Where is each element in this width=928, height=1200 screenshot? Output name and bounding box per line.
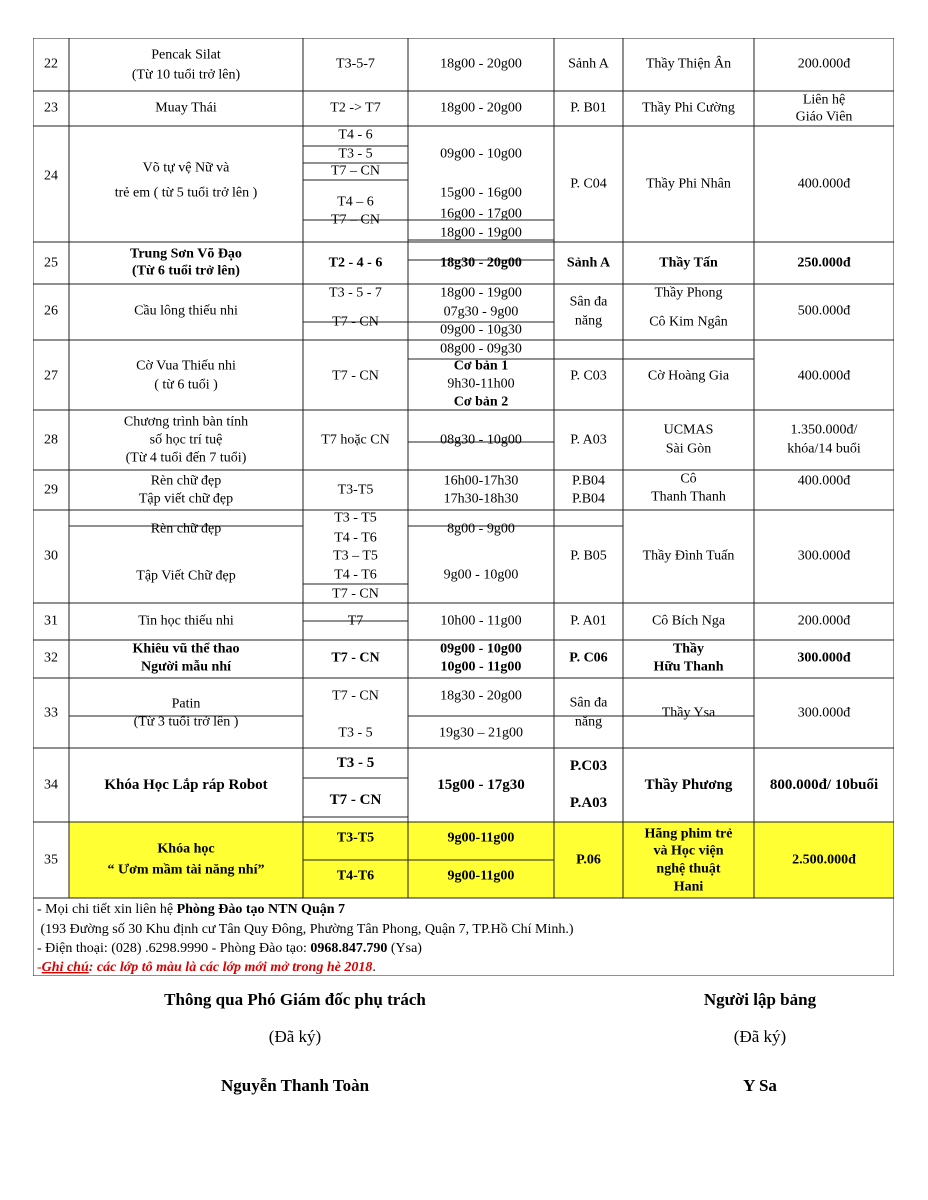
cell-times: 9g00-11g00 [447, 830, 515, 846]
cell-times: 09g00 - 10g00 [440, 641, 522, 657]
cell-name: Tập Viết Chữ đẹp [136, 568, 236, 584]
cell-fee: 300.000đ [797, 548, 851, 564]
cell-times: 16h00-17h30 [443, 473, 519, 489]
cell-times: 18g00 - 19g00 [440, 285, 522, 301]
cell-fee: 300.000đ [797, 650, 851, 666]
cell-days: T3-T5 [337, 482, 374, 498]
cell-no: 26 [44, 303, 58, 319]
cell-teacher: Thầy Phi Nhân [646, 176, 731, 192]
cell-teacher: Cô Kim Ngân [649, 314, 728, 330]
cell-name: “ Ươm mầm tài năng nhí” [107, 862, 265, 878]
cell-room: Sảnh A [566, 255, 611, 271]
cell-days: T3-5-7 [336, 56, 375, 72]
preparer-name: Y Sa [743, 1076, 777, 1095]
cell-name: ( từ 6 tuổi ) [154, 377, 218, 393]
cell-fee: 200.000đ [797, 613, 851, 629]
cell-room: Sân đa [569, 294, 608, 310]
cell-room: P. C03 [570, 368, 607, 384]
cell-days: T3 – T5 [333, 548, 378, 564]
cell-no: 35 [44, 852, 58, 868]
cell-teacher: Thầy Phi Cường [642, 100, 735, 116]
cell-fee: 500.000đ [797, 303, 851, 319]
cell-days: T4 - T6 [334, 567, 377, 583]
cell-teacher: Thầy Ysa [661, 705, 716, 721]
cell-times: 07g30 - 9g00 [443, 304, 519, 320]
cell-teacher: Thanh Thanh [651, 489, 726, 505]
cell-fee: khóa/14 buổi [787, 441, 861, 457]
cell-room: Sân đa [569, 695, 608, 711]
cell-fee: Liên hệ [802, 92, 846, 108]
cell-days: T7 - CN [331, 650, 380, 666]
cell-no: 32 [44, 650, 58, 666]
cell-room: P. B01 [570, 100, 607, 116]
cell-name: Khiêu vũ thể thao [132, 641, 240, 657]
approver-signed-status: (Đã ký) [268, 1027, 322, 1046]
approver-name: Nguyễn Thanh Toàn [220, 1076, 370, 1095]
cell-days: T4 - T6 [334, 530, 377, 546]
cell-fee: 400.000đ [797, 176, 851, 192]
cell-name: Tin học thiếu nhi [138, 613, 234, 629]
cell-days: T3 - 5 [338, 725, 373, 741]
cell-days: T7 - CN [329, 792, 382, 808]
cell-teacher: Thầy Thiện Ân [645, 56, 732, 72]
cell-room: P. A01 [570, 613, 607, 629]
cell-times: 15g00 - 16g00 [440, 185, 522, 201]
cell-days: T4 – 6 [337, 194, 374, 210]
cell-teacher: Thầy [672, 641, 705, 657]
cell-room: Sảnh A [568, 56, 609, 72]
cell-no: 27 [44, 368, 58, 384]
cell-days: T7 - CN [332, 586, 379, 602]
table-cells [44, 48, 878, 895]
cell-name: trẻ em ( từ 5 tuổi trở lên ) [114, 185, 258, 201]
cell-fee: 2.500.000đ [792, 852, 856, 868]
cell-name: Võ tự vệ Nữ và [142, 160, 230, 176]
cell-fee: 800.000đ/ 10buổi [769, 777, 879, 793]
cell-days: T3 - T5 [334, 510, 377, 526]
cell-times: 8g00 - 9g00 [447, 521, 515, 537]
cell-teacher: Hani [673, 879, 704, 895]
cell-name: Pencak Silat [151, 47, 221, 63]
cell-times: 09g00 - 10g30 [440, 322, 522, 338]
cell-fee: 400.000đ [797, 368, 851, 384]
cell-teacher: và Học viện [653, 843, 724, 859]
footer-note-line: -Ghi chú: các lớp tô màu là các lớp mới mở trong hè 2018. [37, 960, 376, 975]
cell-room: P.B04 [571, 473, 606, 489]
cell-times: 18g30 - 20g00 [440, 688, 522, 704]
cell-no: 29 [44, 482, 58, 498]
cell-times: 18g00 - 19g00 [440, 225, 522, 241]
cell-times: Cơ bản 2 [453, 394, 509, 410]
cell-name: Trung Sơn Võ Đạo [130, 246, 242, 262]
cell-days: T7 - CN [332, 688, 379, 704]
cell-days: T7 – CN [331, 212, 380, 228]
cell-times: 9h30-11h00 [447, 376, 515, 392]
cell-name: Rèn chữ đẹp [150, 473, 222, 489]
cell-times: 08g30 - 10g00 [440, 432, 522, 448]
footer-contact-line: - Mọi chi tiết xin liên hệ Phòng Đào tạo NTN Quận 7 [37, 902, 346, 917]
contact-footer [37, 902, 574, 975]
cell-times: 17h30-18h30 [443, 491, 519, 507]
cell-teacher: Thầy Tấn [659, 255, 718, 271]
footer-phone-line: - Điện thoại: (028) .6298.9990 - Phòng Đào tạo: 0968.847.790 (Ysa) [37, 941, 422, 956]
cell-days: T2 - 4 - 6 [328, 255, 383, 271]
cell-days: T7 – CN [331, 163, 380, 179]
cell-room: P. C06 [569, 650, 608, 666]
cell-teacher: Hãng phim trẻ [644, 826, 733, 842]
cell-days: T3 - 5 [338, 146, 373, 162]
cell-times: 09g00 - 10g00 [440, 146, 522, 162]
cell-fee: 300.000đ [797, 705, 851, 721]
cell-times: 18g30 - 20g00 [440, 255, 522, 271]
cell-no: 30 [44, 548, 58, 564]
cell-name: (Từ 10 tuổi trở lên) [131, 67, 241, 83]
cell-fee: Giáo Viên [795, 109, 853, 125]
cell-room: P. B05 [570, 548, 607, 564]
schedule-table [33, 38, 894, 976]
cell-times: Cơ bản 1 [453, 358, 509, 374]
cell-days: T3-T5 [336, 830, 375, 846]
cell-fee: 250.000đ [797, 255, 851, 271]
approver-title: Thông qua Phó Giám đốc phụ trách [164, 990, 426, 1009]
cell-times: 10h00 - 11g00 [440, 613, 522, 629]
cell-times: 9g00 - 10g00 [443, 567, 519, 583]
cell-teacher: Sài Gòn [665, 441, 712, 457]
cell-times: 16g00 - 17g00 [440, 206, 522, 222]
preparer-title: Người lập bảng [703, 990, 817, 1009]
cell-times: 9g00-11g00 [447, 868, 515, 884]
cell-times: 08g00 - 09g30 [440, 341, 522, 357]
cell-times: 18g00 - 20g00 [440, 100, 522, 116]
cell-no: 23 [44, 100, 58, 116]
cell-name: Tập viết chữ đẹp [138, 491, 234, 507]
cell-fee: 400.000đ [797, 473, 851, 489]
cell-no: 33 [44, 705, 58, 721]
cell-name: (Từ 4 tuổi đến 7 tuổi) [125, 450, 247, 466]
cell-days: T2 -> T7 [330, 100, 381, 116]
cell-teacher: nghệ thuật [656, 861, 721, 877]
cell-days: T3 - 5 - 7 [329, 285, 382, 301]
cell-days: T7 - CN [332, 368, 379, 384]
cell-days: T4 - 6 [338, 127, 373, 143]
cell-no: 25 [44, 255, 58, 271]
cell-days: T3 - 5 [336, 755, 375, 771]
cell-fee: 1.350.000đ/ [790, 422, 858, 438]
cell-room: năng [574, 313, 603, 329]
cell-room: P.06 [576, 852, 601, 868]
cell-teacher: Thầy Phương [644, 777, 733, 793]
cell-teacher: UCMAS [663, 422, 714, 438]
cell-days: T7 [347, 613, 364, 629]
cell-room: P.A03 [569, 795, 608, 811]
cell-teacher: Cờ Hoàng Gia [647, 368, 730, 384]
cell-no: 28 [44, 432, 58, 448]
cell-no: 31 [44, 613, 58, 629]
cell-times: 18g00 - 20g00 [440, 56, 522, 72]
cell-name: Cầu lông thiếu nhi [134, 303, 238, 319]
cell-name: (Từ 6 tuổi trở lên) [132, 263, 240, 279]
cell-name: Khóa Học Lắp ráp Robot [104, 777, 268, 793]
cell-no: 34 [44, 777, 58, 793]
cell-room: P. C04 [570, 176, 607, 192]
cell-name: (Từ 3 tuổi trở lên ) [133, 714, 239, 730]
footer-address-line: (193 Đường số 30 Khu định cư Tân Quy Đông, Phường Tân Phong, Quận 7, TP.Hồ Chí Minh.) [37, 922, 574, 937]
cell-days: T7 hoặc CN [321, 432, 390, 448]
cell-name: Khóa học [157, 841, 215, 857]
cell-teacher: Thầy Phong [654, 285, 723, 301]
cell-teacher: Cô Bích Nga [651, 613, 726, 629]
cell-name: Người mẫu nhí [140, 659, 232, 675]
cell-teacher: Thầy Đình Tuấn [642, 548, 735, 564]
cell-room: P.C03 [569, 758, 608, 774]
cell-room: năng [574, 714, 603, 730]
cell-name: số học trí tuệ [149, 432, 223, 448]
cell-teacher: Cô [680, 471, 697, 487]
cell-room: P. A03 [570, 432, 607, 448]
cell-no: 24 [44, 168, 58, 184]
cell-days: T7 - CN [332, 314, 379, 330]
cell-name: Muay Thái [155, 100, 217, 116]
cell-name: Patin [171, 696, 201, 712]
cell-name: Chương trình bàn tính [123, 414, 249, 430]
preparer-signed-status: (Đã ký) [733, 1027, 787, 1046]
cell-days: T4-T6 [336, 868, 375, 884]
cell-name: Rèn chữ đẹp [150, 521, 222, 537]
cell-times: 15g00 - 17g30 [437, 777, 525, 793]
cell-times: 19g30 – 21g00 [439, 725, 523, 741]
cell-room: P.B04 [571, 491, 606, 507]
cell-name: Cờ Vua Thiếu nhi [136, 358, 236, 374]
cell-teacher: Hữu Thanh [653, 659, 724, 675]
cell-fee: 200.000đ [797, 56, 851, 72]
cell-times: 10g00 - 11g00 [440, 659, 522, 675]
cell-no: 22 [44, 56, 58, 72]
